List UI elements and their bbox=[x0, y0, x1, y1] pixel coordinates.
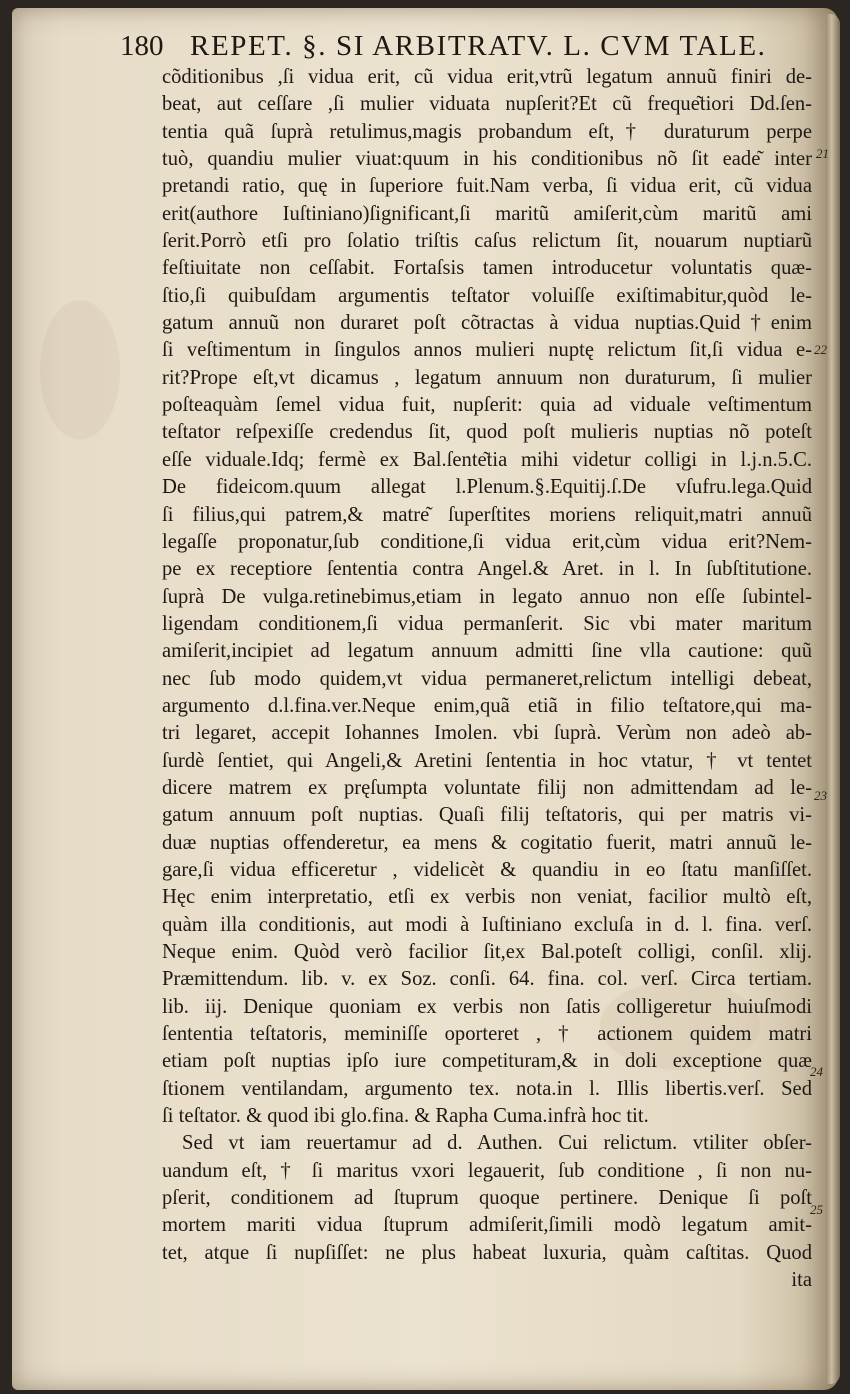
text-line: teſtator reſpexiſſe credendus ſit, quod poſt mulieris nuptias nõ poteſt bbox=[162, 421, 812, 444]
text-line: ligendam conditionem,ſi vidua permanſerit. Sic vbi mater maritum bbox=[162, 612, 812, 635]
text-line: tri legaret, accepit Iohannes Imolen. vbi ſuprà. Verùm non adeò ab- bbox=[162, 722, 812, 745]
text-line: ſententia teſtatoris, meminiſſe oporteret , † actionem quidem matri bbox=[162, 1023, 812, 1046]
text-line: gatum annuum poſt nuptias. Quaſi filij teſtatoris, qui per matris vi- bbox=[162, 804, 812, 827]
text-line: poſteaquàm ſemel vidua fuit, nupſerit: quia ad viduale veſtimentum bbox=[162, 394, 812, 417]
catchword: ita bbox=[791, 1269, 812, 1292]
text-line: mortem mariti vidua ſtuprum admiſerit,ſimili modò legatum amit- bbox=[162, 1214, 812, 1237]
text-line: beat, aut ceſſare ,ſi mulier viduata nupſerit?Et cũ freque͂tiori Dd.ſen- bbox=[162, 93, 812, 116]
text-line: pretandi ratio, quę in ſuperiore fuit.Nam verba, ſi vidua erit, cũ vidua bbox=[162, 175, 812, 198]
text-line: De fideicom.quum allegat l.Plenum.§.Equitij.ſ.De vſufru.lega.Quid bbox=[162, 476, 812, 499]
text-line: dicere matrem ex pręſumpta voluntate filij non admittendam ad le- bbox=[162, 776, 812, 799]
text-line: feſtiuitate non ceſſabit. Fortaſsis tamen introducetur voluntatis quæ- bbox=[162, 257, 812, 280]
text-line: gare,ſi vidua efficeretur , videlicèt & quandiu in eo ſtatu manſiſſet. bbox=[162, 858, 812, 881]
paper-stain bbox=[40, 300, 120, 440]
text-line: uandum eſt, † ſi maritus vxori legauerit, ſub conditione , ſi non nu- bbox=[162, 1159, 812, 1182]
page-title: REPET. §. SI ARBITRATV. L. CVM TALE. bbox=[190, 30, 767, 62]
text-line: Præmittendum. lib. v. ex Soz. conſi. 64. fina. col. verſ. Circa tertiam. bbox=[162, 968, 812, 991]
margin-number: 25 bbox=[810, 1202, 823, 1217]
text-line: rit?Prope eſt,vt dicamus , legatum annuum non duraturum, ſi mulier bbox=[162, 366, 812, 389]
text-line: ſi teſtator. & quod ibi glo.fina. & Rapha Cuma.infrà hoc tit. bbox=[162, 1105, 649, 1128]
text-line: ſerit.Porrò etſi pro ſolatio triſtis caſus relictum ſit, nouarum nuptiarũ bbox=[162, 230, 812, 253]
text-line: Hęc enim interpretatio, etſi ex verbis non veniat, facilior multò eſt, bbox=[162, 886, 812, 909]
text-line: Sed vt iam reuertamur ad d. Authen. Cui relictum. vtiliter obſer- bbox=[182, 1132, 812, 1155]
text-line: Neque enim. Quòd verò facilior ſit,ex Bal.poteſt colligi, conſil. xlij. bbox=[162, 941, 812, 963]
text-line: ſtionem ventilandam, argumento tex. nota.in l. Illis libertis.verſ. Sed bbox=[162, 1077, 812, 1100]
text-line: tet, atque ſi nupſiſſet: ne plus habeat luxuria, quàm caſtitas. Quod bbox=[162, 1241, 812, 1264]
text-line: pe ex receptiore ſententia contra Angel.& Aret. in l. In ſubſtitutione. bbox=[162, 558, 812, 581]
text-line: argumento d.l.fina.ver.Neque enim,quã etiã in filio teſtatore,qui ma- bbox=[162, 694, 812, 717]
text-line: amiſerit,incipiet ad legatum annuum admitti ſine vlla cautione: quũ bbox=[162, 640, 812, 663]
text-line: cõditionibus ,ſi vidua erit, cũ vidua erit,vtrũ legatum annuũ finiri de- bbox=[162, 66, 812, 88]
margin-number: 22 bbox=[814, 342, 827, 357]
margin-number: 24 bbox=[810, 1064, 823, 1079]
page-number: 180 bbox=[120, 30, 164, 62]
running-head bbox=[120, 30, 820, 63]
text-line: eſſe viduale.Idq; fermè ex Bal.ſente͂tia mihi videtur colligi in l.j.n.5.C. bbox=[162, 448, 812, 471]
text-line: etiam poſt nuptias ipſo iure competituram,& in doli exceptione quæ bbox=[162, 1050, 812, 1073]
text-line: duæ nuptias offenderetur, ea mens & cogitatio fuerit, matri annuũ le- bbox=[162, 831, 812, 854]
text-line: lib. iij. Denique quoniam ex verbis non ſatis colligeretur huiuſmodi bbox=[162, 995, 812, 1018]
margin-number: 21 bbox=[816, 146, 829, 161]
text-line: nec ſub modo quidem,vt vidua permaneret,relictum intelligi debeat, bbox=[162, 667, 812, 690]
text-line: gatum annuũ non duraret poſt cõtractas à vidua nuptias.Quid†enim bbox=[162, 312, 812, 335]
body-text bbox=[162, 64, 812, 1294]
text-line: ſi filius,qui patrem,& matre͂ ſuperſtites moriens reliquit,matri annuũ bbox=[162, 503, 812, 526]
text-line: quàm illa conditionis, aut modi à Iuſtiniano excluſa in d. l. fina. verſ. bbox=[162, 913, 812, 936]
text-line: ſtio,ſi quibuſdam argumentis teſtator voluiſſe exiſtimabitur,quòd le- bbox=[162, 284, 812, 307]
text-line: pſerit, conditionem ad ſtuprum quoque pertinere. Denique ſi poſt bbox=[162, 1187, 812, 1210]
text-line: ſuprà De vulga.retinebimus,etiam in legato annuo non eſſe ſubintel- bbox=[162, 585, 812, 608]
text-line: tentia quã ſuprà retulimus,magis probandum eſt,† duraturum perpe bbox=[162, 120, 812, 143]
text-line: tuò, quandiu mulier viuat:quum in his conditionibus nõ ſit eade͂ inter bbox=[162, 148, 812, 171]
margin-number: 23 bbox=[814, 788, 827, 803]
page-edge bbox=[826, 14, 840, 1384]
text-line: legaſſe proponatur,ſub conditione,ſi vidua erit,cùm vidua erit?Nem- bbox=[162, 530, 812, 553]
text-line: ſurdè ſentiet, qui Angeli,& Aretini ſententia in hoc vtatur, † vt tentet bbox=[162, 749, 812, 772]
text-line: ſi veſtimentum in ſingulos annos mulieri nuptę relictum ſit,ſi vidua e- bbox=[162, 339, 812, 362]
text-line: erit(authore Iuſtiniano)ſignificant,ſi maritũ amiſerit,cùm maritũ ami bbox=[162, 202, 812, 225]
